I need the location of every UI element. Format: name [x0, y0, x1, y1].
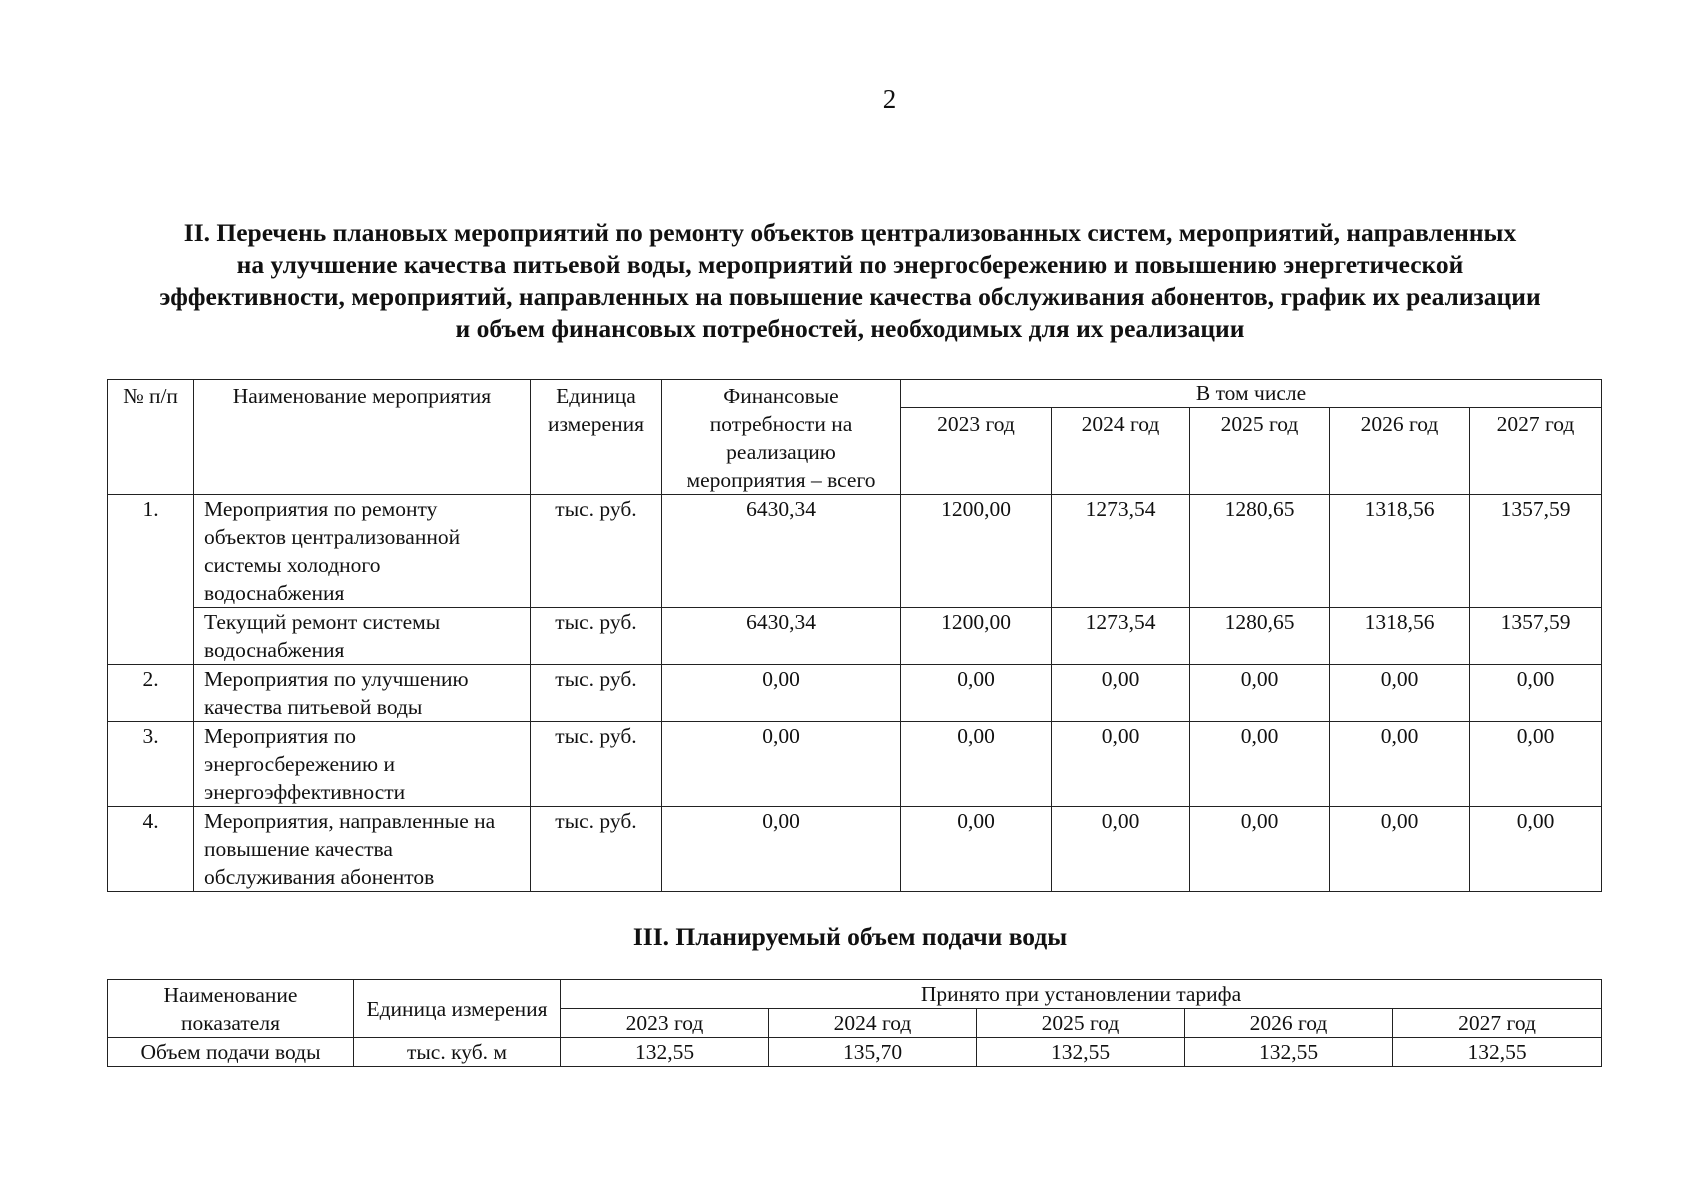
row-year-value: 1357,59	[1470, 608, 1602, 665]
row-name: Мероприятия, направленные на повышение качества обслуживания абонентов	[194, 807, 531, 892]
row-num: 1.	[108, 495, 194, 665]
row-year-value: 0,00	[1330, 807, 1470, 892]
row-unit: тыс. руб.	[531, 608, 662, 665]
header-year: 2025 год	[1190, 408, 1330, 495]
table-header-row	[108, 380, 1602, 408]
header-year: 2027 год	[1393, 1009, 1602, 1038]
row-year-value: 0,00	[901, 665, 1052, 722]
row-total: 6430,34	[662, 608, 901, 665]
table-row	[108, 807, 1602, 892]
header-year: 2027 год	[1470, 408, 1602, 495]
row-year-value: 1273,54	[1052, 608, 1190, 665]
row-year-value: 132,55	[1393, 1038, 1602, 1067]
table-row	[108, 665, 1602, 722]
section-3-title	[60, 921, 1640, 953]
row-year-value: 0,00	[1052, 722, 1190, 807]
water-supply-table	[107, 979, 1602, 1067]
row-year-value: 0,00	[1052, 807, 1190, 892]
row-year-value: 1280,65	[1190, 495, 1330, 608]
section-2-title-line: на улучшение качества питьевой воды, мероприятий по энергосбережению и повышению энергетической	[236, 250, 1464, 279]
header-including: В том числе	[901, 380, 1602, 408]
row-year-value: 0,00	[1470, 807, 1602, 892]
row-year-value: 132,55	[977, 1038, 1185, 1067]
row-total: 0,00	[662, 722, 901, 807]
row-name: Мероприятия по улучшению качества питьевой воды	[194, 665, 531, 722]
row-name: Мероприятия по энергосбережению и энергоэффективности	[194, 722, 531, 807]
header-accepted: Принято при установлении тарифа	[561, 980, 1602, 1009]
header-total: Финансовые потребности на реализацию мероприятия – всего	[662, 380, 901, 495]
row-year-value: 0,00	[1330, 665, 1470, 722]
table-row	[108, 722, 1602, 807]
section-2-title	[60, 217, 1640, 345]
row-year-value: 132,55	[1185, 1038, 1393, 1067]
row-year-value: 1318,56	[1330, 495, 1470, 608]
section-3-title-text: III. Планируемый объем подачи воды	[632, 922, 1068, 951]
row-year-value: 1318,56	[1330, 608, 1470, 665]
row-year-value: 132,55	[561, 1038, 769, 1067]
row-year-value: 0,00	[1052, 665, 1190, 722]
row-unit: тыс. руб.	[531, 665, 662, 722]
header-year: 2025 год	[977, 1009, 1185, 1038]
row-year-value: 1280,65	[1190, 608, 1330, 665]
row-unit: тыс. руб.	[531, 495, 662, 608]
header-year: 2024 год	[1052, 408, 1190, 495]
header-year: 2023 год	[901, 408, 1052, 495]
table-header-row	[108, 980, 1602, 1009]
page-number: 2	[882, 84, 897, 114]
row-unit: тыс. руб.	[531, 722, 662, 807]
row-year-value: 0,00	[1190, 665, 1330, 722]
row-unit: тыс. куб. м	[354, 1038, 561, 1067]
row-year-value: 1200,00	[901, 495, 1052, 608]
table-row	[108, 495, 1602, 608]
header-year: 2026 год	[1330, 408, 1470, 495]
row-year-value: 0,00	[1330, 722, 1470, 807]
row-name: Текущий ремонт системы водоснабжения	[194, 608, 531, 665]
row-year-value: 0,00	[901, 722, 1052, 807]
row-name: Мероприятия по ремонту объектов централизованной системы холодного водоснабжения	[194, 495, 531, 608]
row-total: 0,00	[662, 665, 901, 722]
row-num: 3.	[108, 722, 194, 807]
row-year-value: 0,00	[1190, 807, 1330, 892]
row-year-value: 135,70	[769, 1038, 977, 1067]
row-year-value: 0,00	[1190, 722, 1330, 807]
header-year: 2023 год	[561, 1009, 769, 1038]
row-year-value: 0,00	[1470, 722, 1602, 807]
row-total: 0,00	[662, 807, 901, 892]
row-year-value: 0,00	[1470, 665, 1602, 722]
section-2-title-line: и объем финансовых потребностей, необходимых для их реализации	[455, 314, 1245, 343]
row-year-value: 0,00	[901, 807, 1052, 892]
header-unit: Единица измерения	[531, 380, 662, 495]
header-unit: Единица измерения	[354, 980, 561, 1038]
header-num: № п/п	[108, 380, 194, 495]
row-num: 2.	[108, 665, 194, 722]
header-year: 2026 год	[1185, 1009, 1393, 1038]
row-indicator: Объем подачи воды	[108, 1038, 354, 1067]
row-num: 4.	[108, 807, 194, 892]
header-indicator: Наименование показателя	[108, 980, 354, 1038]
table-row	[108, 1038, 1602, 1067]
row-total: 6430,34	[662, 495, 901, 608]
activities-table	[107, 379, 1602, 892]
row-year-value: 1200,00	[901, 608, 1052, 665]
section-2-title-line: II. Перечень плановых мероприятий по ремонту объектов централизованных систем, мероприятий, направленных	[183, 218, 1517, 247]
section-2-title-line: эффективности, мероприятий, направленных на повышение качества обслуживания абонентов, график их реализации	[159, 282, 1541, 311]
table-row	[108, 608, 1602, 665]
header-name: Наименование мероприятия	[194, 380, 531, 495]
row-unit: тыс. руб.	[531, 807, 662, 892]
row-year-value: 1273,54	[1052, 495, 1190, 608]
row-year-value: 1357,59	[1470, 495, 1602, 608]
header-year: 2024 год	[769, 1009, 977, 1038]
